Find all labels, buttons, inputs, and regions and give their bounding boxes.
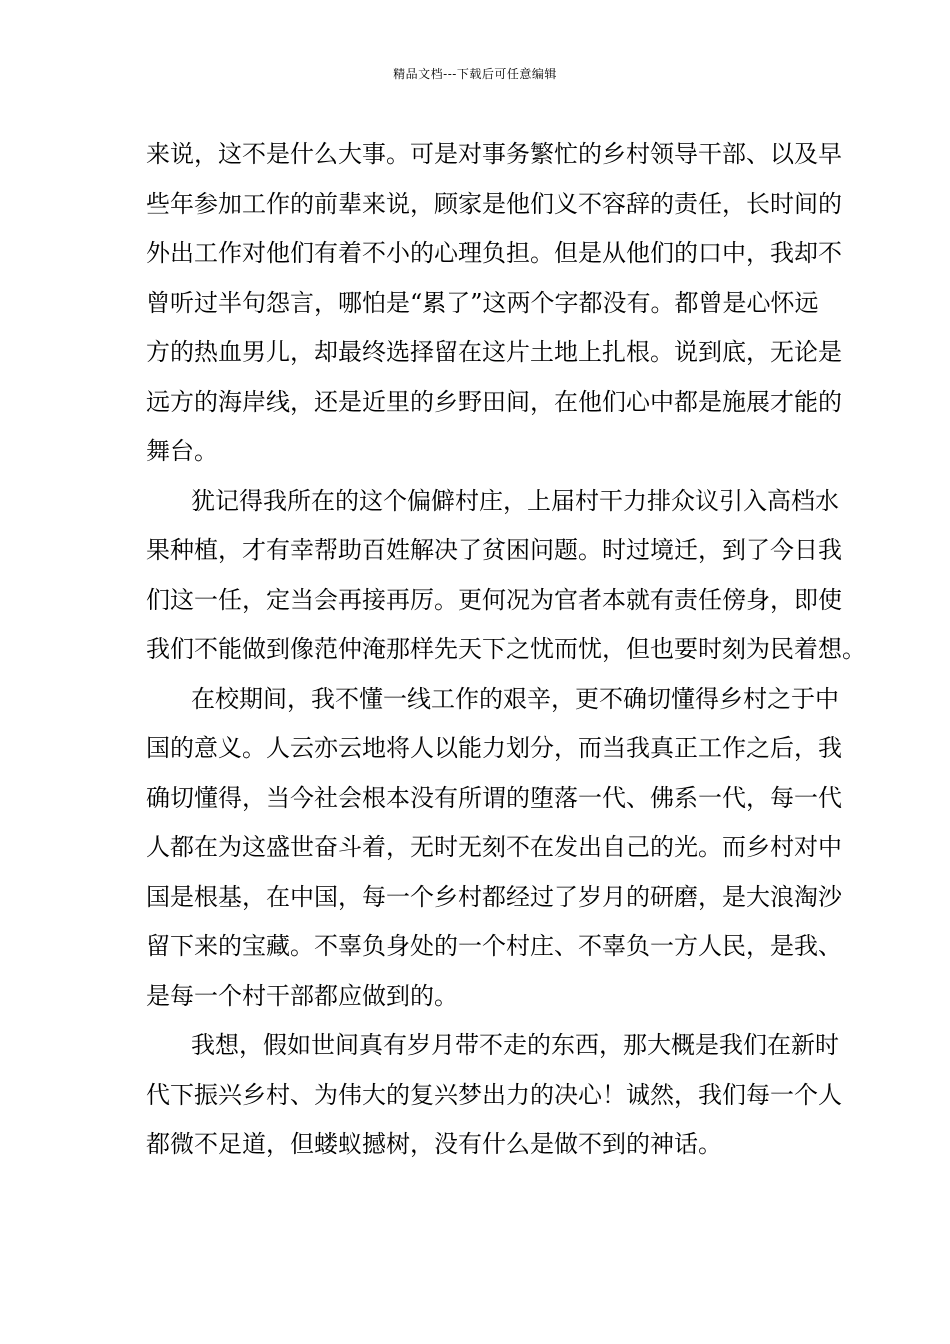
paragraph-3 (146, 675, 842, 1022)
document-body (146, 130, 866, 1170)
text-line: 是每一个村干部都应做到的。 (146, 981, 458, 1010)
paragraph-4 (146, 1021, 842, 1170)
text-line: 确切懂得，当今社会根本没有所谓的堕落一代、佛系一代，每一代 (146, 783, 842, 812)
text-line: 远方的海岸线，还是近里的乡野田间，在他们心中都是施展才能的 (146, 387, 842, 416)
paragraph-1 (146, 130, 842, 477)
text-line: 留下来的宝藏。不辜负身处的一个村庄、不辜负一方人民，是我、 (146, 932, 842, 960)
text-line: 都微不足道，但蝼蚁撼树，没有什么是做不到的神话。 (146, 1130, 722, 1158)
text-line: 果种植，才有幸帮助百姓解决了贫困问题。时过境迁，到了今日我 (146, 536, 842, 564)
text-line: 外出工作对他们有着不小的心理负担。但是从他们的口中，我却不 (146, 239, 842, 267)
text-line: 人都在为这盛世奋斗着，无时无刻不在发出自己的光。而乡村对中 (146, 833, 842, 861)
text-line: 国是根基，在中国，每一个乡村都经过了岁月的研磨，是大浪淘沙 (146, 882, 842, 911)
text-line: 国的意义。人云亦云地将人以能力划分，而当我真正工作之后，我 (146, 734, 842, 762)
page-header: 精品文档---下载后可任意编辑 (393, 67, 557, 81)
text-line: 在校期间，我不懂一线工作的艰辛，更不确切懂得乡村之于中 (191, 684, 839, 713)
text-line: 们这一任，定当会再接再厉。更何况为官者本就有责任傍身，即使 (146, 585, 842, 614)
text-line: 代下振兴乡村、为伟大的复兴梦出力的决心！诚然，我们每一个人 (146, 1080, 842, 1109)
text-line: 方的热血男儿，却最终选择留在这片土地上扎根。说到底，无论是 (146, 338, 842, 366)
text-line: 些年参加工作的前辈来说，顾家是他们义不容辞的责任，长时间的 (146, 189, 842, 218)
text-line: 曾听过半句怨言，哪怕是“累了”这两个字都没有。都曾是心怀远 (146, 288, 819, 317)
text-line: 舞台。 (146, 437, 218, 465)
paragraph-2 (146, 477, 866, 675)
text-line: 来说，这不是什么大事。可是对事务繁忙的乡村领导干部、以及早 (146, 140, 842, 168)
text-line: 我们不能做到像范仲淹那样先天下之忧而忧，但也要时刻为民着想。 (146, 635, 866, 663)
text-line: 犹记得我所在的这个偏僻村庄，上届村干力排众议引入高档水 (191, 486, 839, 515)
text-line: 我想，假如世间真有岁月带不走的东西，那大概是我们在新时 (191, 1031, 839, 1059)
